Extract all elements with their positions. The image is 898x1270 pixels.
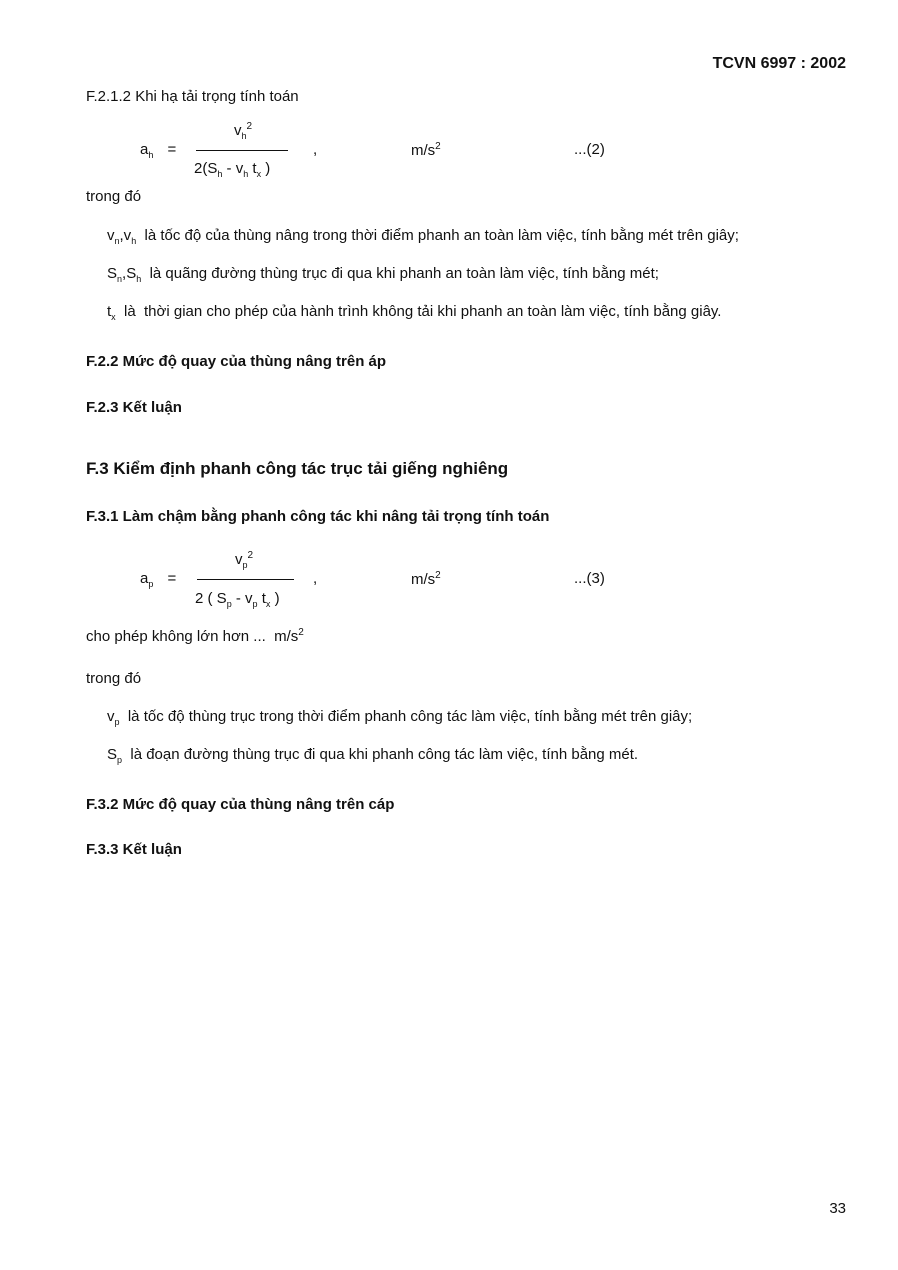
trong-do-label: trong đó (86, 188, 142, 205)
eq2-numerator: $v_h^2$ (234, 121, 253, 141)
allowance-text: cho phép không lớn hơn ... $m/s^2$ (86, 627, 304, 645)
document-code: TCVN 6997 : 2002 (712, 55, 846, 72)
eq3-fraction-bar (197, 579, 294, 580)
eq2-fraction-bar (196, 150, 288, 151)
definition-tx: $t_x$ là thời gian cho phép của hành trình không tải khi phanh an toàn làm việc, tính bằng giây. (107, 303, 722, 322)
section-heading-f3: F.3 Kiểm định phanh công tác trục tải giếng nghiêng (86, 459, 509, 478)
eq3-numerator: $v_p^2$ (235, 550, 254, 570)
section-heading-f3-3: F.3.3 Kết luận (86, 841, 182, 858)
section-heading-f3-1: F.3.1 Làm chậm bằng phanh công tác khi nâng tải trọng tính toán (86, 508, 550, 525)
eq2-label: ...(2) (574, 141, 605, 158)
section-heading-f3-2: F.3.2 Mức độ quay của thùng nâng trên cáp (86, 796, 395, 813)
eq2-lhs: $a_h$ = (140, 141, 177, 160)
eq2-unit: $m/s^2$ (411, 141, 441, 159)
page-number: 33 (829, 1200, 846, 1217)
eq2-comma: , (313, 141, 318, 158)
eq3-label: ...(3) (574, 570, 605, 587)
definition-sp: $S_p$ là đoạn đường thùng trục đi qua khi phanh công tác làm việc, tính bằng mét. (107, 746, 639, 765)
eq2-denominator: $2(S_h - v_h$ $t_x$ ) (194, 160, 271, 179)
definition-vp: $v_p$ là tốc độ thùng trục trong thời điểm phanh công tác làm việc, tính bằng mét trên giây; (107, 708, 693, 727)
section-heading-f2-3: F.2.3 Kết luận (86, 399, 182, 416)
eq3-lhs: $a_p$ = (140, 570, 177, 589)
eq3-comma: , (313, 570, 318, 587)
definition-sn-sh: $S_n,S_h$ là quãng đường thùng trục đi qua khi phanh an toàn làm việc, tính bằng mét; (107, 265, 659, 284)
section-heading-f2-2: F.2.2 Mức độ quay của thùng nâng trên áp (86, 353, 387, 370)
definition-vn-vh: $v_n,v_h$ là tốc độ của thùng nâng trong thời điểm phanh an toàn làm việc, tính bằng mét trên giây; (107, 227, 739, 246)
trong-do-label-2: trong đó (86, 670, 142, 687)
section-heading-f2-1-2: F.2.1.2 Khi hạ tải trọng tính toán (86, 88, 299, 105)
eq3-unit: $m/s^2$ (411, 570, 441, 588)
eq3-denominator: 2 ( $S_p - v_p$ $t_x$ ) (195, 590, 280, 609)
